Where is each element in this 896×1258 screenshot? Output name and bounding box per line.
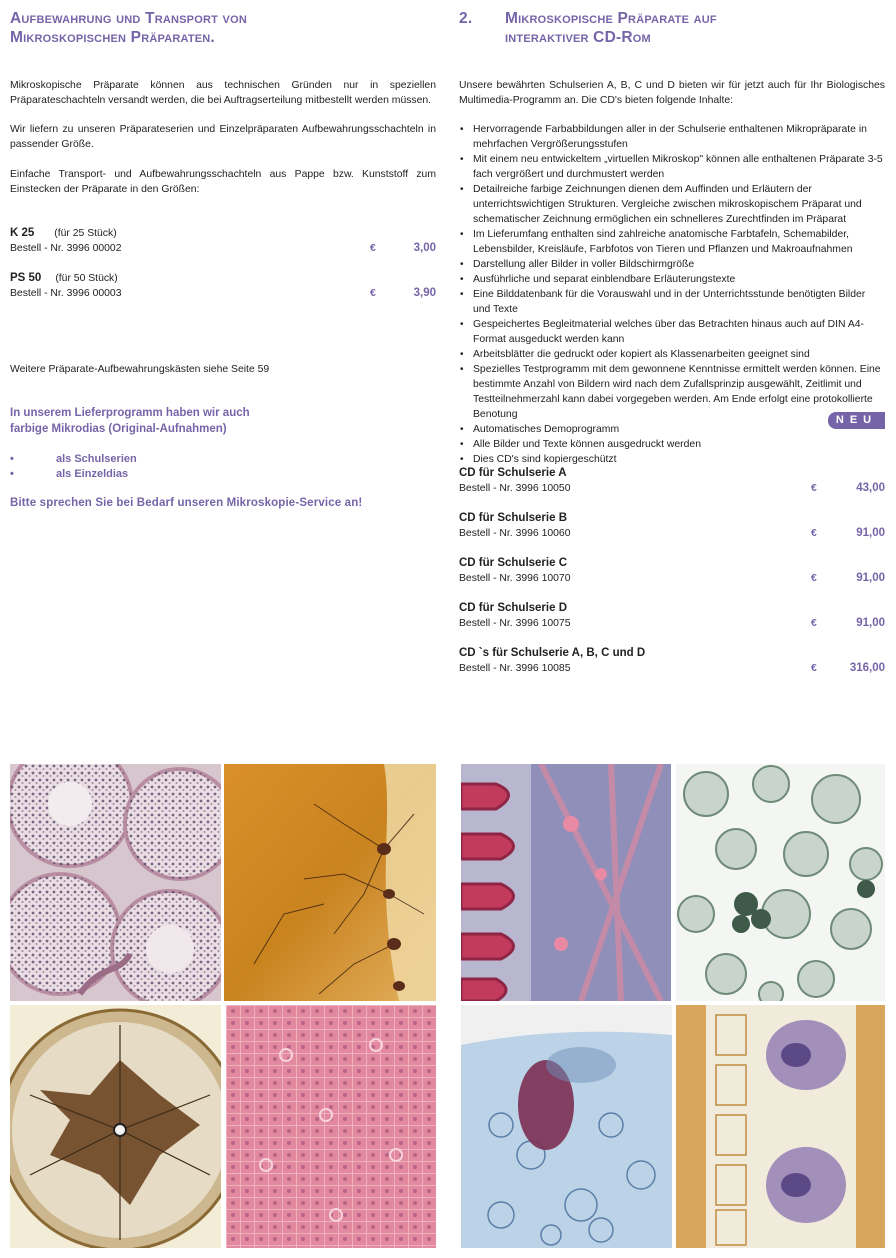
- currency-symbol: €: [370, 243, 376, 254]
- currency-symbol: €: [811, 618, 817, 629]
- order-number: Bestell - Nr. 3996 10060: [459, 528, 571, 539]
- micrograph-pollen: [676, 764, 885, 1001]
- product-price: 91,00: [856, 617, 885, 629]
- heading-line: Mikroskopische Präparate auf: [505, 10, 717, 27]
- order-number: Bestell - Nr. 3996 10050: [459, 483, 571, 494]
- section-heading-cdrom: [459, 9, 717, 47]
- currency-symbol: €: [370, 288, 376, 299]
- cd-product-b: [459, 511, 885, 541]
- list-item: • Automatisches Demoprogramm: [459, 422, 885, 437]
- list-item: • Im Lieferumfang enthalten sind zahlreiche anatomische Farbtafeln, Schemabilder, Lebensbilder, Kreisläufe, Farbfotos von Tieren und Pflanzen und Makroaufnahmen: [459, 227, 885, 257]
- service-note: Bitte sprechen Sie bei Bedarf unseren Mikroskopie-Service an!: [10, 497, 363, 509]
- product-name: CD für Schulserie B: [459, 512, 567, 524]
- heading-line: Mikroskopischen Präparaten.: [10, 29, 215, 46]
- order-number: Bestell - Nr. 3996 10085: [459, 663, 571, 674]
- cd-intro: Unsere bewährten Schulserien A, B, C und D bieten wir für jetzt auch für Ihr Biologisches Multimedia-Programm an. Die CD's bieten folgende Inhalte:: [459, 80, 885, 106]
- order-number: Bestell - Nr. 3996 00003: [10, 288, 122, 299]
- list-item: • Arbeitsblätter die gedruckt oder kopiert als Klassenarbeiten geeignet sind: [459, 347, 885, 362]
- product-price: 3,00: [413, 242, 436, 254]
- micrograph-root: [676, 1005, 885, 1248]
- product-ps50: [10, 271, 436, 301]
- intro-paragraph: Mikroskopische Präparate können aus technischen Gründen nur in speziellen Präparateschachteln versandt werden, die bei Auftragserteilung mitbestellt werden müssen.: [10, 80, 436, 106]
- product-name: CD für Schulserie C: [459, 557, 567, 569]
- micrograph-stem: [10, 1005, 221, 1248]
- product-name: CD `s für Schulserie A, B, C und D: [459, 647, 646, 659]
- micrograph-leaf: [461, 1005, 672, 1248]
- product-name: PS 50: [10, 272, 42, 284]
- currency-symbol: €: [811, 528, 817, 539]
- list-item: • Eine Bilddatenbank für die Vorauswahl und in der Unterrichtsstunde benötigten Bilder und Texte: [459, 287, 885, 317]
- more-boxes-note: Weitere Präparate-Aufbewahrungskästen siehe Seite 59: [10, 364, 270, 375]
- product-price: 91,00: [856, 572, 885, 584]
- product-price: 91,00: [856, 527, 885, 539]
- cd-product-d: [459, 601, 885, 631]
- list-item: • Spezielles Testprogramm mit dem gewonnene Kenntnisse ermittelt werden können. Eine bestimmte Anzahl von Bildern wird nach dem Zufallsprinzip ausgewählt, Zeitlimit und Testteilnehmerzahl kann dabei vorgegeben werden. Am Ende erfolgt eine protokollierte Benotung: [459, 362, 885, 422]
- product-name: CD für Schulserie A: [459, 467, 567, 479]
- promo-line: farbige Mikrodias (Original-Aufnahmen): [10, 422, 227, 435]
- product-name: K 25: [10, 227, 35, 239]
- product-price: 43,00: [856, 482, 885, 494]
- list-item: • Detailreiche farbige Zeichnungen dienen dem Auffinden und Erläutern der unterrichtswichtigen Strukturen. Vergleiche zwischen mikroskopischem Präparat und schematischer Zeichnung ermöglichen ein schnelleres Zurechtfinden im Präparat: [459, 182, 885, 227]
- list-item: • Alle Bilder und Texte können ausgedruckt werden: [459, 437, 885, 452]
- order-number: Bestell - Nr. 3996 00002: [10, 243, 122, 254]
- promo-list: [10, 452, 137, 482]
- cd-product-a: [459, 466, 885, 496]
- currency-symbol: €: [811, 573, 817, 584]
- list-item: • Mit einem neu entwickeltem „virtuellen Mikroskop" können alle enthaltenen Präparate 3-5 fach vergrößert und durchmustert werden: [459, 152, 885, 182]
- micrograph-testis: [10, 764, 221, 1001]
- heading-line: interaktiver CD-Rom: [505, 29, 651, 46]
- product-name: CD für Schulserie D: [459, 602, 567, 614]
- list-item: • Dies CD's sind kopiergeschützt: [459, 452, 885, 467]
- promo-block: [10, 406, 250, 437]
- new-badge: NEU: [828, 412, 885, 429]
- currency-symbol: €: [811, 483, 817, 494]
- promo-line: In unserem Lieferprogramm haben wir auch: [10, 407, 250, 419]
- micrograph-liver: [226, 1005, 436, 1248]
- cd-product-c: [459, 556, 885, 586]
- list-item: • Gespeichertes Begleitmaterial welches über das Betrachten hinaus auch auf DIN A4-Format ausgeduckt werden kann: [459, 317, 885, 347]
- micrograph-tongue: [461, 764, 671, 1001]
- list-item: • Ausführliche und separat einblendbare Erläuterungstexte: [459, 272, 885, 287]
- order-number: Bestell - Nr. 3996 10070: [459, 573, 571, 584]
- list-item: • als Schulserien: [10, 453, 137, 465]
- product-price: 316,00: [849, 662, 885, 674]
- product-quantity: (für 50 Stück): [55, 273, 118, 284]
- product-price: 3,90: [413, 287, 436, 299]
- section-number: 2.: [459, 10, 473, 27]
- supply-paragraph: Wir liefern zu unseren Präparateserien und Einzelpräparaten Aufbewahrungsschachteln in passender Größe.: [10, 124, 436, 150]
- list-item: • Hervorragende Farbabbildungen aller in der Schulserie enthaltenen Mikropräparate in mehrfachen Vergrößerungsstufen: [459, 122, 885, 152]
- heading-line: Aufbewahrung und Transport von: [10, 10, 247, 27]
- order-number: Bestell - Nr. 3996 10075: [459, 618, 571, 629]
- sizes-paragraph: Einfache Transport- und Aufbewahrungsschachteln aus Pappe bzw. Kunststoff zum Einstecken der Präparate in den Größen:: [10, 169, 436, 195]
- section-heading-storage: [10, 9, 247, 47]
- list-item: • als Einzeldias: [10, 468, 129, 480]
- currency-symbol: €: [811, 663, 817, 674]
- product-quantity: (für 25 Stück): [54, 228, 117, 239]
- cd-product-bundle: [459, 646, 885, 676]
- product-k25: [10, 226, 436, 256]
- feature-list: [459, 122, 885, 467]
- micrograph-neurons: [224, 764, 436, 1001]
- list-item: • Darstellung aller Bilder in voller Bildschirmgröße: [459, 257, 885, 272]
